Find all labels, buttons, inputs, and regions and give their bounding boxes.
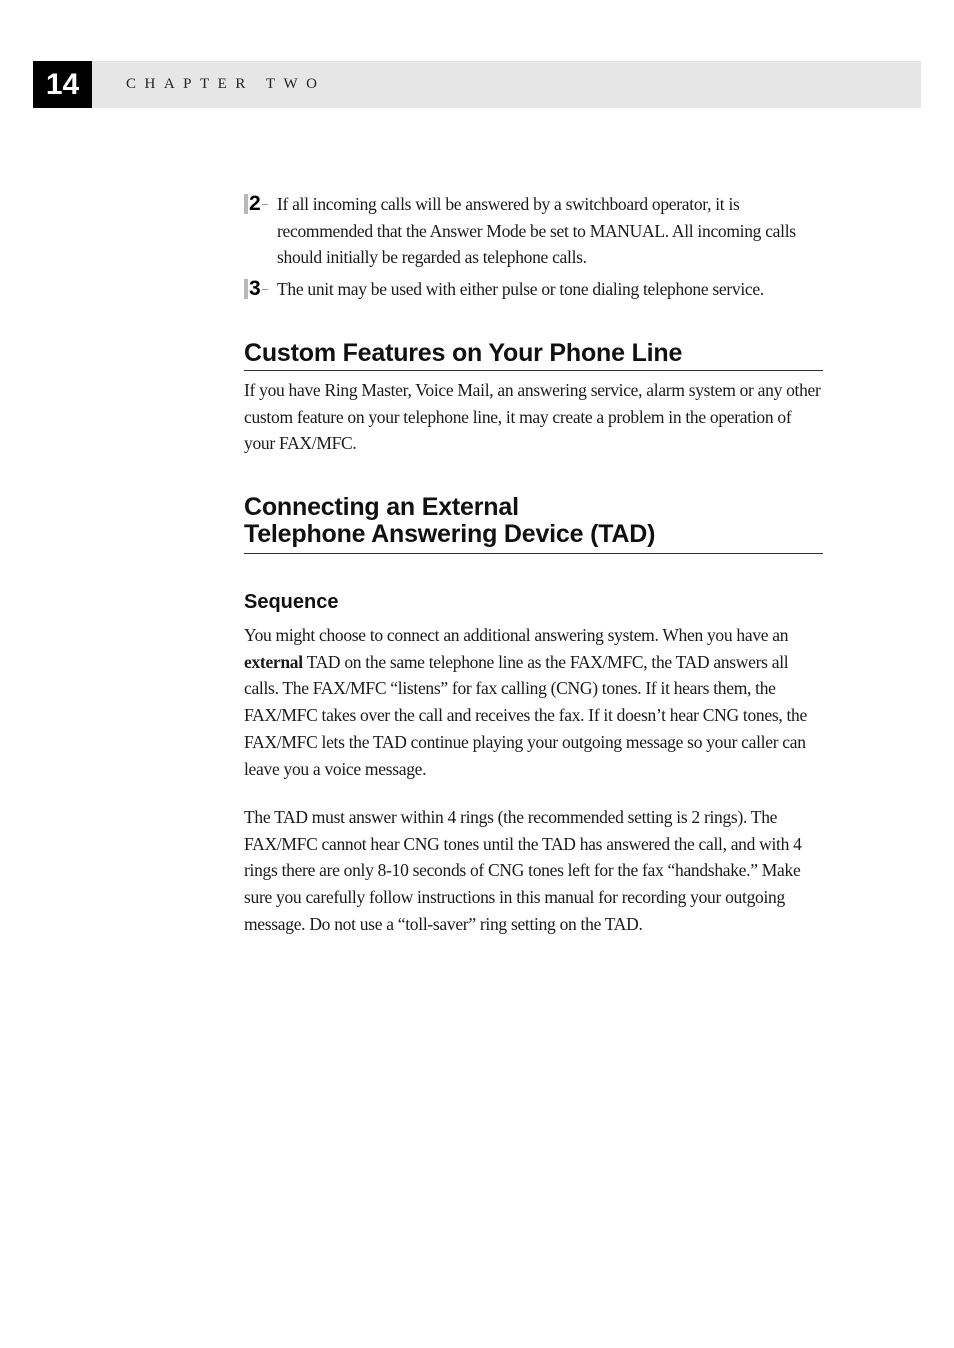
step-item [244,276,824,303]
sequence-text-start: You might choose to connect an additional answering system. When you have an [244,625,789,645]
subheading-sequence: Sequence [244,591,339,613]
step-item [244,191,824,271]
page-number: 14 [33,61,92,108]
heading-line-1: Connecting an External [244,493,519,521]
custom-features-paragraph: If you have Ring Master, Voice Mail, an answering service, alarm system or any other custom feature on your telephone line, it may create a problem in the operation of your FAX/MFC. [244,380,821,454]
sequence-paragraph-2: The TAD must answer within 4 rings (the recommended setting is 2 rings). The FAX/MFC cannot hear CNG tones until the TAD has answered the call, and with 4 rings there are only 8-10 seconds of CNG tones left for the fax “handshake.” Make sure you carefully follow instructions in this manual for recording your outgoing message. Do not use a “toll-saver” ring setting on the TAD. [244,807,802,934]
step-text: The unit may be used with either pulse or tone dialing telephone service. [277,279,764,299]
sequence-text-rest: TAD on the same telephone line as the FAX/MFC, the TAD answers all calls. The FAX/MFC “listens” for fax calling (CNG) tones. If it hears them, the FAX/MFC takes over the call and receives the fax. If it doesn’t hear CNG tones, the FAX/MFC lets the TAD continue playing your outgoing message so your caller can leave you a voice message. [244,651,807,779]
section-heading-custom-features: Custom Features on Your Phone Line [244,340,823,371]
sequence-paragraph-1 [244,622,824,782]
step-text: If all incoming calls will be answered by a switchboard operator, it is recommended that the Answer Mode be set to MANUAL. All incoming calls should initially be regarded as telephone calls. [277,194,796,268]
section-heading-external-tad [244,494,823,554]
step-marker-bar [244,194,248,214]
step-marker-tick [262,289,268,290]
heading-line-2: Telephone Answering Device (TAD) [244,520,656,548]
step-marker [244,194,264,214]
step-number: 2 [249,192,261,215]
chapter-label: CHAPTER TWO [126,76,326,92]
emphasis-external: external [244,651,303,672]
step-number: 3 [249,277,261,300]
step-marker-tick [262,204,268,205]
step-marker [244,279,264,299]
step-marker-bar [244,279,248,299]
